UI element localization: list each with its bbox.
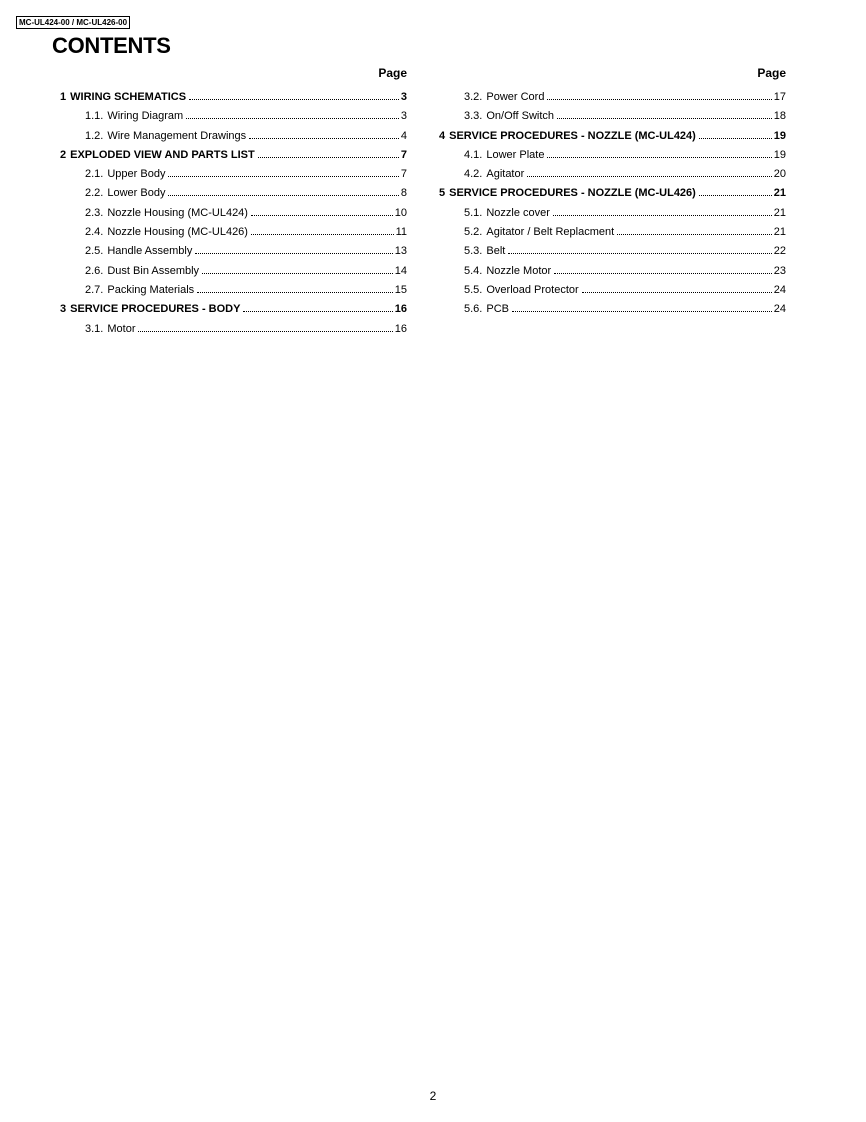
toc-entry[interactable] bbox=[60, 127, 407, 146]
dot-leader bbox=[195, 253, 392, 254]
toc-entry-label: SERVICE PROCEDURES - BODY bbox=[70, 303, 241, 316]
toc-list-left bbox=[60, 88, 407, 339]
toc-entry-number: 1.2. bbox=[85, 129, 104, 142]
toc-entry[interactable] bbox=[60, 88, 407, 107]
toc-entry[interactable] bbox=[439, 281, 786, 300]
toc-entry-page: 18 bbox=[773, 110, 786, 123]
toc-entry-label: Belt bbox=[486, 245, 506, 258]
toc-entry-number: 5.5. bbox=[464, 283, 483, 296]
toc-entry-page: 15 bbox=[394, 283, 407, 296]
toc-entry-number: 2.7. bbox=[85, 283, 104, 296]
toc-entry-label: Dust Bin Assembly bbox=[107, 264, 200, 277]
toc-left-column bbox=[60, 64, 407, 339]
dot-leader bbox=[557, 118, 772, 119]
dot-leader bbox=[512, 311, 772, 312]
toc-entry-page: 10 bbox=[394, 206, 407, 219]
toc-entry[interactable] bbox=[439, 184, 786, 203]
toc-entry-page: 23 bbox=[773, 264, 786, 277]
toc-entry-page: 13 bbox=[394, 245, 407, 258]
toc-entry-number: 2.2. bbox=[85, 187, 104, 200]
toc-entry-number: 3.1. bbox=[85, 322, 104, 335]
toc-entry-label: Lower Plate bbox=[486, 148, 545, 161]
toc-entry[interactable] bbox=[439, 165, 786, 184]
toc-entry-page: 3 bbox=[400, 91, 407, 103]
page-column-heading: Page bbox=[757, 66, 786, 80]
toc-entry-page: 7 bbox=[400, 148, 407, 161]
toc-entry-page: 7 bbox=[400, 168, 407, 181]
toc-entry[interactable] bbox=[439, 204, 786, 223]
toc-entry-label: Nozzle cover bbox=[486, 206, 550, 219]
toc-entry[interactable] bbox=[60, 223, 407, 242]
toc-entry-label: Wire Management Drawings bbox=[107, 129, 247, 142]
toc-entry-label: Nozzle Motor bbox=[486, 264, 552, 277]
dot-leader bbox=[553, 215, 772, 216]
dot-leader bbox=[582, 292, 772, 293]
dot-leader bbox=[617, 234, 772, 235]
toc-entry-page: 14 bbox=[394, 264, 407, 277]
toc-entry[interactable] bbox=[439, 300, 786, 319]
toc-entry-label: PCB bbox=[486, 303, 509, 316]
toc-entry-label: Packing Materials bbox=[107, 283, 195, 296]
toc-entry[interactable] bbox=[439, 88, 786, 107]
toc-entry[interactable] bbox=[60, 204, 407, 223]
toc-entry-label: Lower Body bbox=[107, 187, 166, 200]
toc-entry-label: Power Cord bbox=[486, 91, 545, 103]
toc-right-column bbox=[439, 64, 786, 320]
dot-leader bbox=[547, 99, 771, 100]
toc-entry[interactable] bbox=[60, 281, 407, 300]
dot-leader bbox=[189, 99, 399, 100]
dot-leader bbox=[186, 118, 399, 119]
toc-entry[interactable] bbox=[60, 165, 407, 184]
dot-leader bbox=[202, 273, 393, 274]
dot-leader bbox=[699, 195, 772, 196]
toc-entry[interactable] bbox=[60, 242, 407, 261]
toc-entry-page: 16 bbox=[394, 303, 407, 316]
toc-entry-number: 2.3. bbox=[85, 206, 104, 219]
dot-leader bbox=[508, 253, 771, 254]
dot-leader bbox=[197, 292, 393, 293]
toc-entry-number: 5.4. bbox=[464, 264, 483, 277]
dot-leader bbox=[251, 234, 394, 235]
toc-entry-page: 21 bbox=[773, 226, 786, 239]
toc-entry[interactable] bbox=[439, 223, 786, 242]
toc-entry-number: 3 bbox=[60, 303, 67, 316]
toc-entry[interactable] bbox=[439, 107, 786, 126]
dot-leader bbox=[168, 195, 398, 196]
toc-entry-label: On/Off Switch bbox=[486, 110, 555, 123]
toc-entry[interactable] bbox=[60, 184, 407, 203]
toc-entry-number: 2 bbox=[60, 148, 67, 161]
toc-list-right bbox=[439, 88, 786, 320]
toc-entry-number: 1.1. bbox=[85, 110, 104, 123]
toc-entry-label: Agitator / Belt Replacment bbox=[486, 226, 615, 239]
toc-entry-number: 4.2. bbox=[464, 168, 483, 181]
toc-entry[interactable] bbox=[60, 300, 407, 319]
dot-leader bbox=[527, 176, 771, 177]
toc-entry-label: Upper Body bbox=[107, 168, 166, 181]
toc-entry-label: Motor bbox=[107, 322, 136, 335]
toc-entry-label: Overload Protector bbox=[486, 283, 579, 296]
toc-entry-page: 24 bbox=[773, 303, 786, 316]
toc-entry-number: 4.1. bbox=[464, 148, 483, 161]
dot-leader bbox=[251, 215, 393, 216]
toc-entry-label: SERVICE PROCEDURES - NOZZLE (MC-UL424) bbox=[449, 129, 696, 142]
toc-entry[interactable] bbox=[60, 320, 407, 339]
toc-entry-number: 2.6. bbox=[85, 264, 104, 277]
toc-entry-number: 2.4. bbox=[85, 226, 104, 239]
toc-entry-number: 3.2. bbox=[464, 91, 483, 103]
toc-entry-page: 21 bbox=[773, 187, 786, 200]
toc-entry-number: 3.3. bbox=[464, 110, 483, 123]
dot-leader bbox=[699, 138, 772, 139]
toc-entry-number: 2.1. bbox=[85, 168, 104, 181]
toc-entry[interactable] bbox=[439, 262, 786, 281]
toc-entry-label: Agitator bbox=[486, 168, 525, 181]
toc-entry-number: 5.6. bbox=[464, 303, 483, 316]
toc-entry-page: 4 bbox=[400, 129, 407, 142]
toc-entry-label: Nozzle Housing (MC-UL426) bbox=[107, 226, 248, 239]
dot-leader bbox=[554, 273, 772, 274]
toc-entry-page: 3 bbox=[400, 110, 407, 123]
toc-entry-number: 5.2. bbox=[464, 226, 483, 239]
toc-entry-page: 16 bbox=[394, 322, 407, 335]
toc-entry[interactable] bbox=[60, 146, 407, 165]
toc-entry-number: 5.1. bbox=[464, 206, 483, 219]
toc-entry-number: 1 bbox=[60, 91, 67, 103]
toc-entry-label: SERVICE PROCEDURES - NOZZLE (MC-UL426) bbox=[449, 187, 696, 200]
toc-entry-label: EXPLODED VIEW AND PARTS LIST bbox=[70, 148, 255, 161]
dot-leader bbox=[258, 157, 399, 158]
toc-entry-page: 19 bbox=[773, 129, 786, 142]
toc-entry-page: 8 bbox=[400, 187, 407, 200]
dot-leader bbox=[168, 176, 398, 177]
toc-entry[interactable] bbox=[60, 262, 407, 281]
page-column-heading: Page bbox=[378, 66, 407, 80]
toc-entry-label: WIRING SCHEMATICS bbox=[70, 91, 187, 103]
page-number: 2 bbox=[429, 1089, 437, 1103]
dot-leader bbox=[243, 311, 392, 312]
toc-entry-page: 22 bbox=[773, 245, 786, 258]
toc-entry-page: 24 bbox=[773, 283, 786, 296]
toc-entry-label: Handle Assembly bbox=[107, 245, 193, 258]
toc-entry-page: 19 bbox=[773, 148, 786, 161]
toc-entry-number: 4 bbox=[439, 129, 446, 142]
toc-entry-label: Wiring Diagram bbox=[107, 110, 184, 123]
dot-leader bbox=[547, 157, 771, 158]
dot-leader bbox=[138, 331, 392, 332]
toc-entry-page: 21 bbox=[773, 206, 786, 219]
dot-leader bbox=[249, 138, 399, 139]
page-title: CONTENTS bbox=[52, 33, 171, 58]
toc-entry-number: 2.5. bbox=[85, 245, 104, 258]
toc-entry-label: Nozzle Housing (MC-UL424) bbox=[107, 206, 248, 219]
toc-entry[interactable] bbox=[439, 146, 786, 165]
model-tag: MC-UL424-00 / MC-UL426-00 bbox=[16, 16, 130, 29]
toc-entry-number: 5 bbox=[439, 187, 446, 200]
toc-entry-page: 17 bbox=[773, 91, 786, 103]
toc-entry-page: 20 bbox=[773, 168, 786, 181]
toc-entry-page: 11 bbox=[395, 226, 407, 239]
toc-entry[interactable] bbox=[60, 107, 407, 126]
toc-entry[interactable] bbox=[439, 127, 786, 146]
toc-entry[interactable] bbox=[439, 242, 786, 261]
toc-entry-number: 5.3. bbox=[464, 245, 483, 258]
